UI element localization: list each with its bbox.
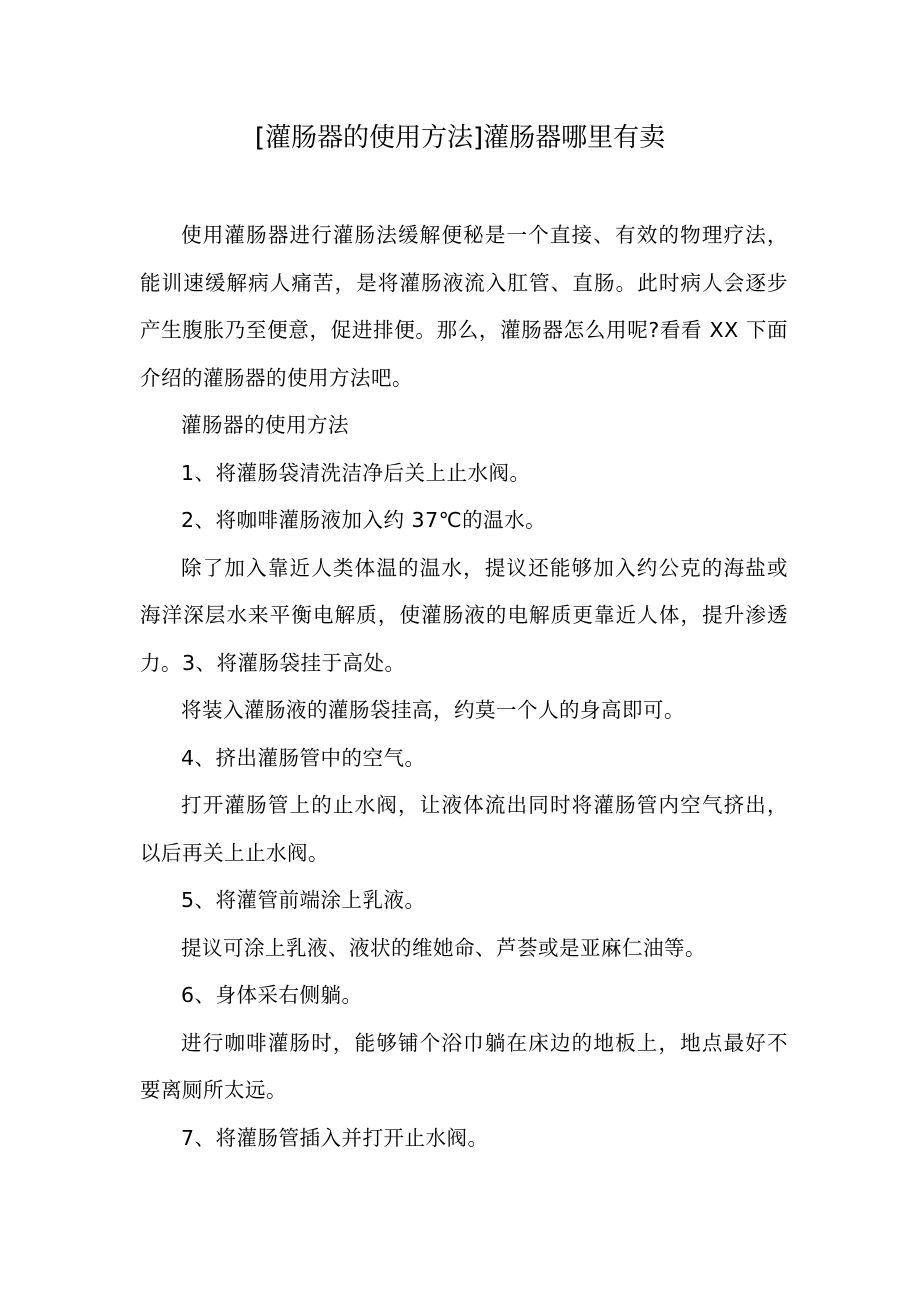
step-2: 2、将咖啡灌肠液加入约 37℃的温水。 — [181, 508, 547, 532]
step-6: 6、身体采右侧躺。 — [181, 983, 363, 1007]
document-body — [140, 212, 788, 1162]
step-5: 5、将灌管前端涂上乳液。 — [181, 888, 426, 912]
step-3-detail: 将装入灌肠液的灌肠袋挂高，约莫一个人的身高即可。 — [181, 698, 685, 722]
step-2-detail: 除了加入靠近人类体温的温水，提议还能够加入约公克的海盐或海洋深层水来平衡电解质，使灌肠液的电解质更靠近人体，提升渗透力。3、将灌肠袋挂于高处。 — [140, 555, 788, 675]
section-heading: 灌肠器的使用方法 — [181, 413, 349, 437]
step-5-detail: 提议可涂上乳液、液状的维她命、芦荟或是亚麻仁油等。 — [181, 935, 706, 960]
step-1: 1、将灌肠袋清洗洁净后关上止水阀。 — [181, 460, 531, 485]
step-4: 4、挤出灌肠管中的空气。 — [181, 745, 426, 770]
page-title: [灌肠器的使用方法]灌肠器哪里有卖 — [254, 123, 666, 153]
paragraph-intro: 使用灌肠器进行灌肠法缓解便秘是一个直接、有效的物理疗法，能训速缓解病人痛苦，是将灌肠液流入肛管、直肠。此时病人会逐步产生腹胀乃至便意，促进排便。那么，灌肠器怎么用呢?看看 XX 下面介绍的灌肠器的使用方法吧。 — [140, 223, 788, 390]
step-6-detail: 进行咖啡灌肠时，能够铺个浴巾躺在床边的地板上，地点最好不要离厕所太远。 — [140, 1030, 788, 1102]
step-7: 7、将灌肠管插入并打开止水阀。 — [181, 1125, 489, 1150]
step-4-detail: 打开灌肠管上的止水阀，让液体流出同时将灌肠管内空气挤出，以后再关上止水阀。 — [140, 793, 788, 865]
